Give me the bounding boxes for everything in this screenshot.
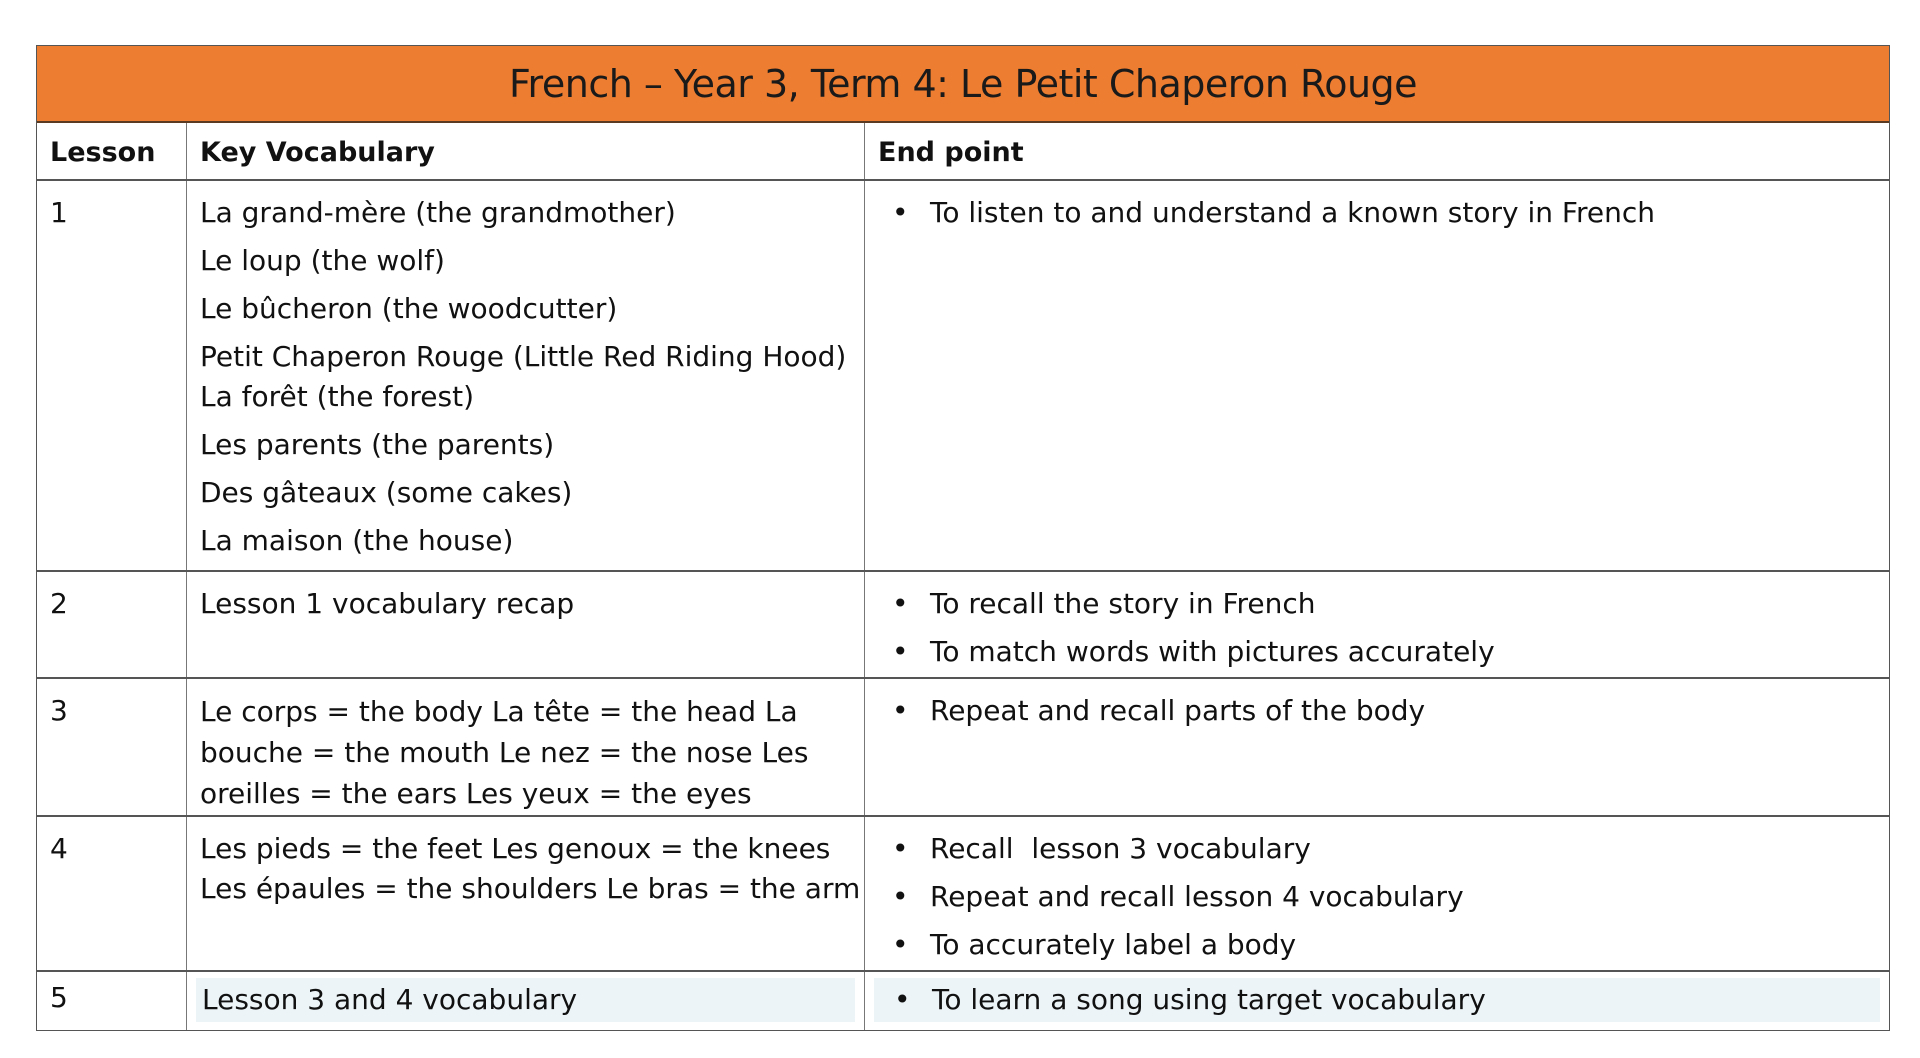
end-point-item: • Recall lesson 3 vocabulary: [878, 829, 1876, 869]
column-header-key-vocabulary: Key Vocabulary: [187, 123, 865, 179]
end-point-cell: [865, 817, 1889, 970]
column-header-lesson: Lesson: [37, 123, 187, 179]
table-row: [37, 817, 1889, 972]
vocabulary-item: Lesson 1 vocabulary recap: [200, 587, 575, 620]
vocabulary-item: Lesson 3 and 4 vocabulary: [202, 983, 578, 1016]
table-row: [37, 572, 1889, 679]
lesson-number: 1: [37, 181, 187, 570]
highlighted-end-point: [874, 978, 1880, 1022]
vocabulary-item: Les épaules = the shoulders Le bras = the arm: [200, 872, 861, 905]
end-point-list: [878, 691, 1876, 731]
vocabulary-item: Les pieds = the feet Les genoux = the knees: [200, 832, 831, 865]
lesson-number: 2: [37, 572, 187, 677]
end-point-item: • Repeat and recall lesson 4 vocabulary: [878, 877, 1876, 917]
vocabulary-item: Les parents (the parents): [200, 428, 555, 461]
end-point-item: • To recall the story in French: [878, 584, 1876, 624]
vocabulary-item: Le corps = the body La tête = the head La bouche = the mouth Le nez = the nose Les oreilles = the ears Les yeux = the eyes: [200, 695, 809, 810]
vocabulary-cell: [187, 817, 865, 970]
lesson-number: 4: [37, 817, 187, 970]
vocabulary-cell: [187, 679, 865, 815]
vocabulary-item: Le loup (the wolf): [200, 244, 445, 277]
vocabulary-cell: [187, 972, 865, 1030]
vocabulary-cell: [187, 181, 865, 570]
end-point-item: • To accurately label a body: [878, 925, 1876, 965]
table-row: [37, 181, 1889, 572]
end-point-list: [878, 829, 1876, 965]
lesson-number: 5: [37, 972, 187, 1030]
end-point-cell: [865, 572, 1889, 677]
end-point-item: • To listen to and understand a known story in French: [878, 193, 1876, 233]
vocabulary-item: La grand-mère (the grandmother): [200, 196, 676, 229]
end-point-list: [880, 978, 1874, 1022]
column-header-end-point: End point: [878, 137, 1024, 168]
lesson-plan-table: [36, 45, 1890, 1031]
document-title: French – Year 3, Term 4: Le Petit Chaperon Rouge: [37, 46, 1889, 123]
end-point-item: • Repeat and recall parts of the body: [878, 691, 1876, 731]
vocabulary-item: Petit Chaperon Rouge (Little Red Riding Hood): [200, 340, 847, 373]
end-point-list: [878, 584, 1876, 672]
end-point-item: • To learn a song using target vocabulary: [880, 978, 1874, 1022]
table-header-row: [37, 123, 1889, 181]
vocabulary-item: La forêt (the forest): [200, 380, 475, 413]
vocabulary-item: Le bûcheron (the woodcutter): [200, 292, 618, 325]
end-point-cell: [865, 972, 1889, 1030]
end-point-item: • To match words with pictures accurately: [878, 632, 1876, 672]
table-row: [37, 679, 1889, 817]
end-point-list: [878, 193, 1876, 233]
end-point-cell: [865, 679, 1889, 815]
table-row: [37, 972, 1889, 1030]
end-point-cell: [865, 181, 1889, 570]
vocabulary-item: Des gâteaux (some cakes): [200, 476, 573, 509]
highlighted-vocabulary: [196, 978, 855, 1022]
lesson-number: 3: [37, 679, 187, 815]
vocabulary-cell: [187, 572, 865, 677]
vocabulary-item: La maison (the house): [200, 524, 514, 557]
